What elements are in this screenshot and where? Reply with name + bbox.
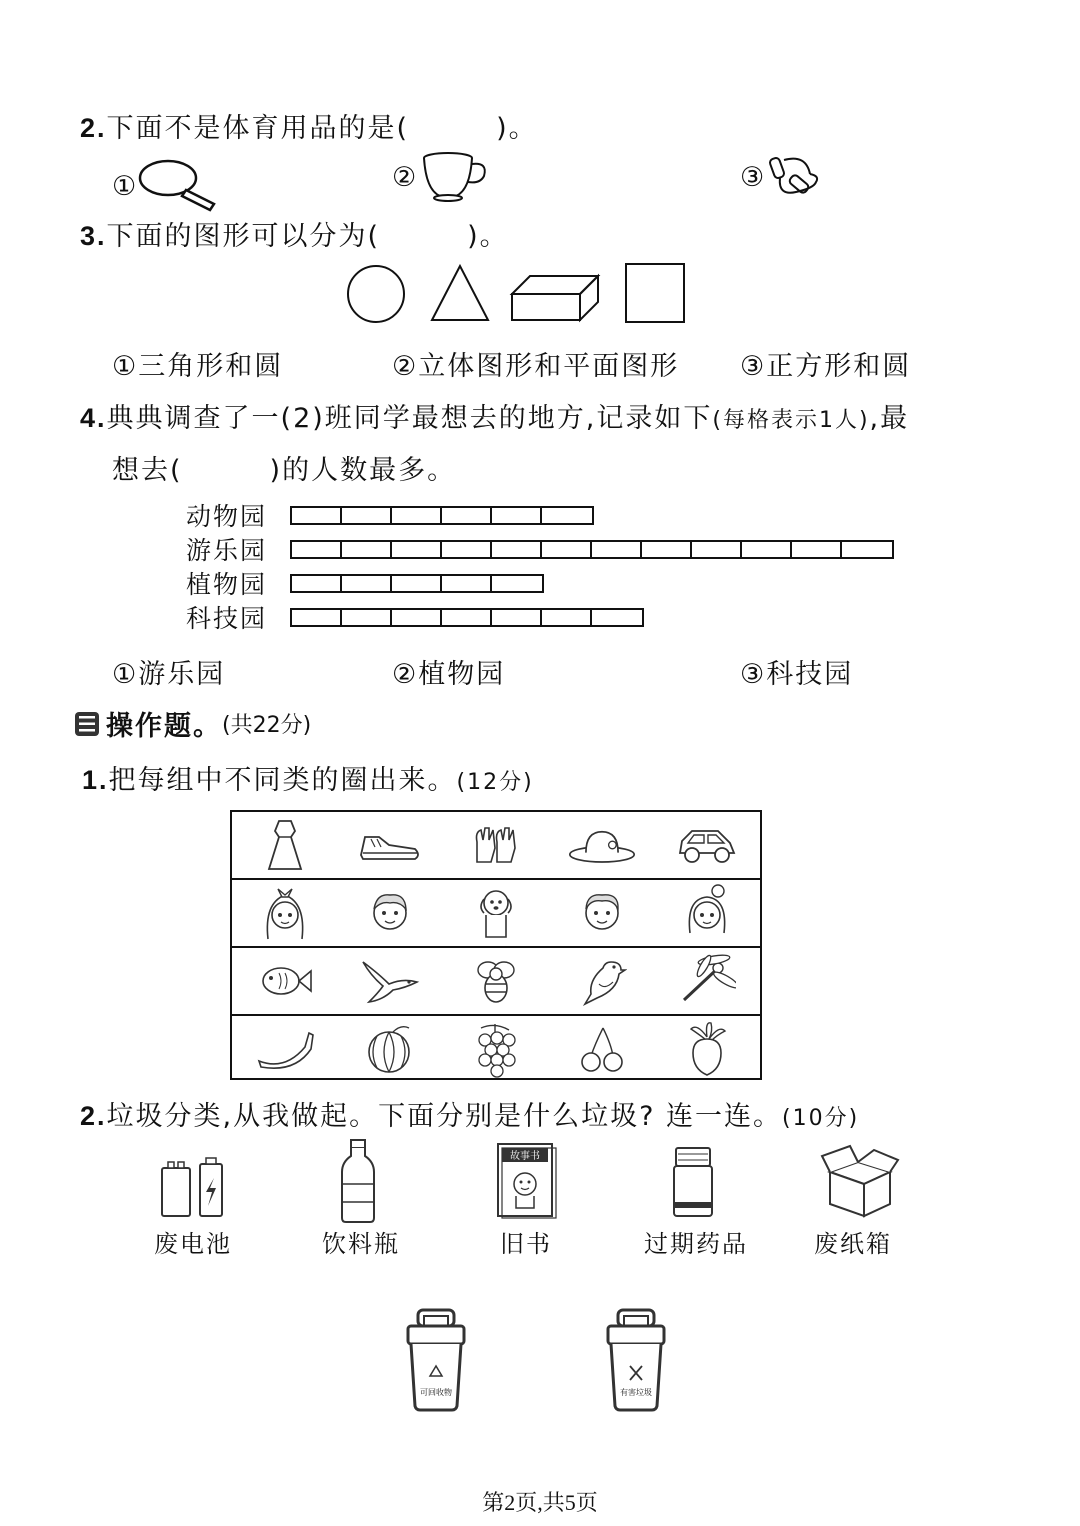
chart-bar-cell bbox=[542, 610, 592, 625]
page-footer: 第2页,共5页 bbox=[482, 1490, 598, 1515]
chart-bar-cell bbox=[442, 576, 492, 591]
option-2[interactable]: ②立体图形和平面图形 bbox=[392, 351, 680, 382]
dress-icon[interactable] bbox=[250, 815, 320, 875]
question-text: 垃圾分类,从我做起。下面分别是什么垃圾? 连一连。 bbox=[106, 1101, 783, 1132]
chart-bar bbox=[290, 608, 644, 627]
chart-bar-cell bbox=[542, 542, 592, 557]
chart-bar-cell bbox=[292, 576, 342, 591]
chart-bar-cell bbox=[542, 508, 592, 523]
square-shape bbox=[626, 264, 684, 322]
recyclable-bin[interactable] bbox=[404, 1308, 468, 1414]
question-number: 1. bbox=[82, 765, 109, 795]
chart-row bbox=[186, 600, 894, 634]
section-score: (共22分) bbox=[222, 713, 312, 738]
fish-icon[interactable] bbox=[250, 951, 320, 1011]
hazardous-bin[interactable] bbox=[604, 1308, 668, 1414]
option-1[interactable] bbox=[112, 158, 222, 214]
item-label: 废电池 bbox=[154, 1230, 232, 1258]
gloves-icon[interactable] bbox=[461, 815, 531, 875]
option-3[interactable] bbox=[740, 152, 826, 202]
swallow-icon[interactable] bbox=[355, 951, 425, 1011]
chart-bar-cell bbox=[342, 610, 392, 625]
chart-bar bbox=[290, 540, 894, 559]
chart-bar-cell bbox=[442, 610, 492, 625]
boy-icon[interactable] bbox=[355, 883, 425, 943]
circle-shape bbox=[348, 266, 404, 322]
question-number: 2. bbox=[80, 1101, 107, 1131]
question-text: 把每组中不同类的圈出来。 bbox=[108, 765, 457, 796]
option-1[interactable]: ①游乐园 bbox=[112, 659, 226, 690]
chart-bar-cell bbox=[442, 508, 492, 523]
item-label: 饮料瓶 bbox=[322, 1230, 400, 1258]
section-three-icon bbox=[74, 711, 100, 737]
chart-bar-cell bbox=[642, 542, 692, 557]
chart-bar-cell bbox=[392, 610, 442, 625]
item-label: 旧书 bbox=[500, 1230, 552, 1258]
chart-row bbox=[186, 532, 894, 566]
question-number: 2. bbox=[80, 113, 107, 143]
chart-category-label: 动物园 bbox=[186, 502, 268, 531]
teacup-icon bbox=[418, 150, 490, 204]
chart-row bbox=[186, 498, 894, 532]
chart-bar-cell bbox=[492, 542, 542, 557]
section-header bbox=[74, 704, 311, 743]
grid-row bbox=[232, 1016, 760, 1082]
chart-bar-cell bbox=[592, 542, 642, 557]
cherries-icon[interactable] bbox=[567, 1019, 637, 1079]
grid-row bbox=[232, 948, 760, 1016]
operation-2 bbox=[80, 1094, 859, 1133]
question-4-line2: 想去( )的人数最多。 bbox=[112, 455, 457, 486]
classification-grid bbox=[230, 810, 762, 1080]
medicine-bottle-icon bbox=[670, 1144, 716, 1220]
question-score: (12分) bbox=[456, 770, 534, 795]
bird-icon[interactable] bbox=[567, 951, 637, 1011]
chart-bar-cell bbox=[392, 542, 442, 557]
cuboid-shape bbox=[512, 276, 598, 320]
dragonfly-icon[interactable] bbox=[672, 951, 742, 1011]
option-3[interactable]: ③科技园 bbox=[740, 659, 854, 690]
chart-bar-cell bbox=[692, 542, 742, 557]
item-label: 过期药品 bbox=[644, 1230, 748, 1258]
question-text: 下面的图形可以分为( )。 bbox=[106, 221, 509, 252]
chart-bar bbox=[290, 574, 544, 593]
question-text-end: ,最 bbox=[869, 403, 910, 434]
option-marker: ② bbox=[392, 161, 419, 193]
option-marker: ③ bbox=[740, 161, 767, 193]
banana-icon[interactable] bbox=[250, 1019, 320, 1079]
option-2[interactable] bbox=[392, 150, 490, 204]
chart-bar-cell bbox=[392, 508, 442, 523]
chart-bar-cell bbox=[492, 508, 542, 523]
puppy-icon[interactable] bbox=[461, 883, 531, 943]
question-4 bbox=[80, 396, 909, 435]
ping-pong-paddle-icon bbox=[138, 158, 222, 214]
bar-chart bbox=[186, 498, 894, 634]
boy-icon[interactable] bbox=[567, 883, 637, 943]
sneakers-icon[interactable] bbox=[355, 815, 425, 875]
chart-bar-cell bbox=[292, 610, 342, 625]
chart-bar-cell bbox=[792, 542, 842, 557]
chart-bar-cell bbox=[742, 542, 792, 557]
section-title: 操作题。 bbox=[106, 711, 222, 742]
bee-icon[interactable] bbox=[461, 951, 531, 1011]
chart-bar bbox=[290, 506, 594, 525]
option-3[interactable]: ③正方形和圆 bbox=[740, 351, 912, 382]
chart-category-label: 科技园 bbox=[186, 604, 268, 633]
question-2 bbox=[80, 106, 538, 145]
option-marker: ① bbox=[112, 170, 139, 202]
question-number: 3. bbox=[80, 221, 107, 251]
watermelon-icon[interactable] bbox=[355, 1019, 425, 1079]
chart-bar-cell bbox=[342, 576, 392, 591]
chart-bar-cell bbox=[342, 542, 392, 557]
battery-icon bbox=[156, 1150, 228, 1222]
question-number: 4. bbox=[80, 403, 107, 433]
triangle-shape bbox=[432, 266, 488, 320]
chart-bar-cell bbox=[492, 576, 542, 591]
chart-bar-cell bbox=[342, 508, 392, 523]
jump-rope-icon bbox=[766, 152, 826, 202]
bin-label: 可回收物 bbox=[420, 1388, 452, 1397]
chart-category-label: 游乐园 bbox=[186, 536, 268, 565]
question-3 bbox=[80, 214, 509, 253]
chart-bar-cell bbox=[592, 610, 642, 625]
storybook-icon bbox=[494, 1140, 560, 1220]
chart-bar-cell bbox=[442, 542, 492, 557]
cardboard-box-icon bbox=[820, 1142, 900, 1220]
girl-icon[interactable] bbox=[672, 883, 742, 943]
sun-hat-icon[interactable] bbox=[567, 815, 637, 875]
grid-row bbox=[232, 880, 760, 948]
option-1[interactable]: ①三角形和圆 bbox=[112, 351, 284, 382]
girl-icon[interactable] bbox=[250, 883, 320, 943]
chart-bar-cell bbox=[392, 576, 442, 591]
operation-1 bbox=[82, 758, 534, 797]
chart-bar-cell bbox=[492, 610, 542, 625]
chart-bar-cell bbox=[292, 542, 342, 557]
chart-bar-cell bbox=[842, 542, 892, 557]
chart-bar-cell bbox=[292, 508, 342, 523]
question-score: (10分) bbox=[782, 1106, 860, 1131]
shapes-figure bbox=[344, 260, 694, 326]
grapes-icon[interactable] bbox=[461, 1019, 531, 1079]
question-note: (每格表示1人) bbox=[712, 408, 870, 433]
option-2[interactable]: ②植物园 bbox=[392, 659, 506, 690]
question-text: 下面不是体育用品的是( )。 bbox=[106, 113, 538, 144]
chart-row bbox=[186, 566, 894, 600]
bin-label: 有害垃圾 bbox=[620, 1388, 652, 1397]
item-label: 废纸箱 bbox=[814, 1230, 892, 1258]
radish-icon[interactable] bbox=[672, 1019, 742, 1079]
grid-row bbox=[232, 812, 760, 880]
question-text: 典典调查了一(2)班同学最想去的地方,记录如下 bbox=[106, 403, 713, 434]
book-title: 故事书 bbox=[510, 1151, 540, 1162]
bottle-icon bbox=[338, 1138, 378, 1224]
chart-category-label: 植物园 bbox=[186, 570, 268, 599]
car-icon[interactable] bbox=[672, 815, 742, 875]
